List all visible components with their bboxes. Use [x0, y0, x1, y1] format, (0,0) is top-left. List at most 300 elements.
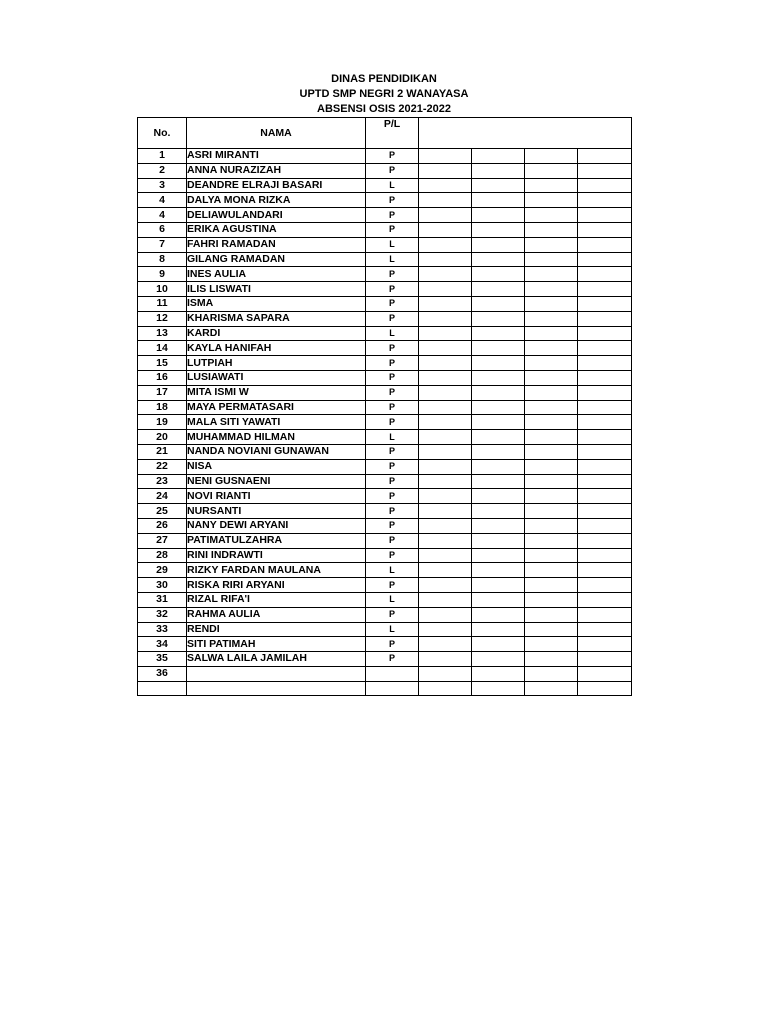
cell-blank [472, 607, 525, 622]
cell-nama: ASRI MIRANTI [187, 149, 366, 164]
cell-pl: P [366, 311, 419, 326]
cell-pl: L [366, 592, 419, 607]
table-header-row [138, 118, 632, 149]
table-row [138, 370, 632, 385]
cell-pl: L [366, 252, 419, 267]
cell-pl: P [366, 385, 419, 400]
cell-blank [525, 518, 578, 533]
cell-no: 33 [138, 622, 187, 637]
cell-pl: P [366, 267, 419, 282]
cell-pl: L [366, 178, 419, 193]
cell-no: 17 [138, 385, 187, 400]
cell-blank [419, 459, 472, 474]
cell-blank [472, 193, 525, 208]
cell-no: 26 [138, 518, 187, 533]
cell-blank [578, 356, 632, 371]
table-row [138, 356, 632, 371]
cell-blank [419, 489, 472, 504]
cell-blank [578, 178, 632, 193]
cell-nama: GILANG RAMADAN [187, 252, 366, 267]
table-row [138, 681, 632, 696]
cell-pl: P [366, 444, 419, 459]
cell-blank [525, 149, 578, 164]
cell-blank [419, 341, 472, 356]
cell-pl: L [366, 326, 419, 341]
cell-blank [419, 533, 472, 548]
cell-blank [472, 370, 525, 385]
table-row [138, 652, 632, 667]
cell-blank [419, 326, 472, 341]
cell-no: 9 [138, 267, 187, 282]
cell-pl: P [366, 652, 419, 667]
cell-blank [472, 326, 525, 341]
cell-nama: MUHAMMAD HILMAN [187, 430, 366, 445]
cell-no: 25 [138, 504, 187, 519]
cell-no: 19 [138, 415, 187, 430]
cell-blank [472, 637, 525, 652]
cell-nama: RISKA RIRI ARYANI [187, 578, 366, 593]
cell-nama: RINI INDRAWTI [187, 548, 366, 563]
table-row [138, 400, 632, 415]
cell-no: 23 [138, 474, 187, 489]
column-header-no: No. [138, 118, 187, 149]
cell-pl [366, 681, 419, 696]
cell-no: 6 [138, 222, 187, 237]
cell-nama: DELIAWULANDARI [187, 208, 366, 223]
cell-blank [578, 533, 632, 548]
cell-no: 16 [138, 370, 187, 385]
cell-blank [419, 311, 472, 326]
table-body [138, 149, 632, 696]
cell-blank [419, 578, 472, 593]
cell-blank [525, 533, 578, 548]
cell-blank [419, 622, 472, 637]
cell-blank [578, 504, 632, 519]
cell-blank [472, 459, 525, 474]
cell-blank [578, 149, 632, 164]
cell-blank [578, 652, 632, 667]
cell-blank [578, 163, 632, 178]
cell-blank [472, 474, 525, 489]
cell-blank [419, 652, 472, 667]
table-row [138, 592, 632, 607]
cell-blank [578, 326, 632, 341]
cell-nama: FAHRI RAMADAN [187, 237, 366, 252]
cell-nama: NURSANTI [187, 504, 366, 519]
table-row [138, 149, 632, 164]
cell-blank [419, 163, 472, 178]
cell-blank [472, 267, 525, 282]
table-row [138, 326, 632, 341]
cell-blank [525, 474, 578, 489]
header-line-agency: DINAS PENDIDIKAN [331, 73, 437, 85]
cell-blank [525, 341, 578, 356]
cell-no: 22 [138, 459, 187, 474]
table-row [138, 533, 632, 548]
cell-blank [472, 341, 525, 356]
cell-blank [419, 208, 472, 223]
cell-nama: MITA ISMI W [187, 385, 366, 400]
cell-blank [578, 489, 632, 504]
cell-blank [419, 592, 472, 607]
table-row [138, 237, 632, 252]
cell-blank [525, 592, 578, 607]
cell-no: 15 [138, 356, 187, 371]
cell-blank [578, 666, 632, 681]
cell-nama: KHARISMA SAPARA [187, 311, 366, 326]
cell-blank [578, 311, 632, 326]
cell-blank [472, 237, 525, 252]
cell-blank [525, 282, 578, 297]
cell-pl: P [366, 518, 419, 533]
cell-blank [578, 548, 632, 563]
table-row [138, 518, 632, 533]
cell-nama: PATIMATULZAHRA [187, 533, 366, 548]
cell-no: 7 [138, 237, 187, 252]
cell-no: 14 [138, 341, 187, 356]
cell-nama: KARDI [187, 326, 366, 341]
table-row [138, 578, 632, 593]
cell-blank [472, 444, 525, 459]
document-header [0, 72, 768, 117]
cell-blank [525, 400, 578, 415]
cell-blank [419, 666, 472, 681]
cell-blank [419, 385, 472, 400]
cell-blank [525, 385, 578, 400]
cell-nama: NISA [187, 459, 366, 474]
cell-blank [525, 267, 578, 282]
cell-no: 20 [138, 430, 187, 445]
cell-blank [525, 444, 578, 459]
cell-blank [525, 163, 578, 178]
cell-nama: RIZAL RIFA'I [187, 592, 366, 607]
cell-blank [472, 548, 525, 563]
cell-nama: RENDI [187, 622, 366, 637]
cell-nama: MALA SITI YAWATI [187, 415, 366, 430]
table-row [138, 622, 632, 637]
cell-blank [419, 681, 472, 696]
cell-pl: P [366, 474, 419, 489]
cell-nama: NOVI RIANTI [187, 489, 366, 504]
cell-blank [419, 400, 472, 415]
table-row [138, 474, 632, 489]
cell-pl: P [366, 637, 419, 652]
cell-blank [419, 356, 472, 371]
table-row [138, 267, 632, 282]
cell-no: 3 [138, 178, 187, 193]
cell-blank [419, 252, 472, 267]
cell-pl: P [366, 533, 419, 548]
cell-pl: P [366, 222, 419, 237]
cell-no: 1 [138, 149, 187, 164]
cell-blank [525, 666, 578, 681]
table-row [138, 430, 632, 445]
cell-blank [419, 430, 472, 445]
cell-pl: P [366, 163, 419, 178]
cell-blank [419, 563, 472, 578]
cell-blank [578, 415, 632, 430]
cell-no: 12 [138, 311, 187, 326]
cell-blank [419, 637, 472, 652]
cell-blank [472, 252, 525, 267]
cell-blank [419, 607, 472, 622]
cell-blank [472, 178, 525, 193]
table-row [138, 548, 632, 563]
header-line-school: UPTD SMP NEGRI 2 WANAYASA [299, 88, 469, 100]
cell-blank [472, 385, 525, 400]
cell-nama: NANY DEWI ARYANI [187, 518, 366, 533]
table-row [138, 282, 632, 297]
cell-no: 34 [138, 637, 187, 652]
cell-blank [525, 430, 578, 445]
table-row [138, 178, 632, 193]
cell-blank [525, 370, 578, 385]
cell-pl: L [366, 237, 419, 252]
cell-blank [578, 518, 632, 533]
cell-nama: KAYLA HANIFAH [187, 341, 366, 356]
table-row [138, 252, 632, 267]
cell-no: 36 [138, 666, 187, 681]
cell-no: 10 [138, 282, 187, 297]
cell-blank [578, 400, 632, 415]
cell-no: 35 [138, 652, 187, 667]
cell-blank [525, 178, 578, 193]
cell-blank [472, 415, 525, 430]
cell-blank [578, 222, 632, 237]
cell-blank [578, 681, 632, 696]
cell-pl: P [366, 296, 419, 311]
cell-blank [472, 163, 525, 178]
cell-blank [578, 444, 632, 459]
table-row [138, 637, 632, 652]
table-row [138, 444, 632, 459]
column-header-pl: P/L [366, 118, 419, 149]
cell-pl: P [366, 415, 419, 430]
table-row [138, 193, 632, 208]
cell-blank [525, 222, 578, 237]
cell-pl: P [366, 208, 419, 223]
column-header-nama: NAMA [187, 118, 366, 149]
cell-blank [472, 356, 525, 371]
cell-blank [472, 666, 525, 681]
cell-no: 30 [138, 578, 187, 593]
cell-blank [578, 370, 632, 385]
column-header-blank [419, 118, 632, 149]
cell-blank [578, 622, 632, 637]
table-row [138, 563, 632, 578]
cell-pl: P [366, 607, 419, 622]
cell-no: 27 [138, 533, 187, 548]
cell-blank [472, 311, 525, 326]
cell-blank [525, 326, 578, 341]
cell-blank [472, 592, 525, 607]
cell-blank [419, 548, 472, 563]
cell-blank [578, 607, 632, 622]
cell-blank [419, 415, 472, 430]
cell-blank [578, 637, 632, 652]
cell-blank [525, 637, 578, 652]
cell-no: 28 [138, 548, 187, 563]
cell-blank [578, 385, 632, 400]
cell-nama: ERIKA AGUSTINA [187, 222, 366, 237]
cell-blank [472, 504, 525, 519]
cell-blank [578, 563, 632, 578]
cell-blank [578, 341, 632, 356]
cell-nama: NANDA NOVIANI GUNAWAN [187, 444, 366, 459]
table-row [138, 666, 632, 681]
cell-blank [578, 208, 632, 223]
cell-blank [525, 489, 578, 504]
cell-blank [578, 578, 632, 593]
cell-blank [472, 400, 525, 415]
cell-no: 21 [138, 444, 187, 459]
cell-no: 32 [138, 607, 187, 622]
cell-blank [419, 474, 472, 489]
cell-blank [472, 489, 525, 504]
cell-no: 13 [138, 326, 187, 341]
cell-blank [578, 282, 632, 297]
cell-blank [525, 563, 578, 578]
cell-nama: RIZKY FARDAN MAULANA [187, 563, 366, 578]
cell-nama: NENI GUSNAENI [187, 474, 366, 489]
cell-blank [419, 267, 472, 282]
table-row [138, 208, 632, 223]
cell-nama: DALYA MONA RIZKA [187, 193, 366, 208]
cell-blank [419, 518, 472, 533]
cell-blank [578, 267, 632, 282]
cell-blank [525, 356, 578, 371]
cell-blank [472, 563, 525, 578]
table-row [138, 222, 632, 237]
cell-pl: P [366, 504, 419, 519]
cell-blank [578, 430, 632, 445]
cell-pl: P [366, 400, 419, 415]
cell-pl: L [366, 563, 419, 578]
cell-blank [472, 681, 525, 696]
cell-blank [525, 607, 578, 622]
table-row [138, 415, 632, 430]
cell-blank [419, 149, 472, 164]
cell-no: 2 [138, 163, 187, 178]
cell-blank [525, 652, 578, 667]
cell-blank [578, 474, 632, 489]
cell-blank [472, 652, 525, 667]
table-row [138, 341, 632, 356]
cell-nama: LUSIAWATI [187, 370, 366, 385]
cell-no: 29 [138, 563, 187, 578]
cell-blank [472, 518, 525, 533]
cell-blank [419, 444, 472, 459]
cell-nama: MAYA PERMATASARI [187, 400, 366, 415]
cell-blank [525, 504, 578, 519]
cell-nama: DEANDRE ELRAJI BASARI [187, 178, 366, 193]
cell-pl: P [366, 459, 419, 474]
cell-pl: P [366, 282, 419, 297]
cell-pl: P [366, 370, 419, 385]
table-row [138, 163, 632, 178]
cell-blank [472, 622, 525, 637]
cell-blank [472, 282, 525, 297]
cell-blank [578, 252, 632, 267]
attendance-table [137, 117, 632, 696]
cell-blank [472, 430, 525, 445]
table-row [138, 489, 632, 504]
cell-blank [472, 208, 525, 223]
cell-blank [472, 149, 525, 164]
table-row [138, 504, 632, 519]
cell-blank [419, 282, 472, 297]
cell-pl: P [366, 341, 419, 356]
cell-nama: RAHMA AULIA [187, 607, 366, 622]
cell-blank [472, 222, 525, 237]
cell-pl: P [366, 356, 419, 371]
header-line-title: ABSENSI OSIS 2021-2022 [317, 103, 451, 115]
cell-blank [525, 237, 578, 252]
table-row [138, 296, 632, 311]
cell-pl: P [366, 489, 419, 504]
cell-blank [419, 504, 472, 519]
cell-pl: L [366, 622, 419, 637]
cell-no: 8 [138, 252, 187, 267]
cell-blank [525, 296, 578, 311]
cell-blank [578, 592, 632, 607]
cell-blank [525, 415, 578, 430]
cell-nama: SITI PATIMAH [187, 637, 366, 652]
cell-no: 4 [138, 193, 187, 208]
cell-nama: LUTPIAH [187, 356, 366, 371]
table-row [138, 607, 632, 622]
cell-blank [419, 296, 472, 311]
cell-no: 11 [138, 296, 187, 311]
cell-nama: ANNA NURAZIZAH [187, 163, 366, 178]
cell-nama: ISMA [187, 296, 366, 311]
cell-nama: INES AULIA [187, 267, 366, 282]
cell-blank [419, 222, 472, 237]
cell-no: 18 [138, 400, 187, 415]
cell-blank [525, 208, 578, 223]
cell-pl [366, 666, 419, 681]
cell-pl: P [366, 149, 419, 164]
cell-nama: ILIS LISWATI [187, 282, 366, 297]
cell-blank [578, 237, 632, 252]
table-row [138, 459, 632, 474]
cell-blank [525, 193, 578, 208]
cell-blank [525, 252, 578, 267]
table-row [138, 311, 632, 326]
cell-blank [525, 681, 578, 696]
cell-nama [187, 666, 366, 681]
cell-no [138, 681, 187, 696]
cell-nama [187, 681, 366, 696]
cell-blank [419, 237, 472, 252]
table-row [138, 385, 632, 400]
cell-no: 4 [138, 208, 187, 223]
cell-blank [472, 296, 525, 311]
cell-blank [525, 459, 578, 474]
cell-no: 31 [138, 592, 187, 607]
cell-blank [525, 548, 578, 563]
cell-blank [419, 178, 472, 193]
cell-blank [472, 533, 525, 548]
cell-blank [419, 370, 472, 385]
cell-blank [525, 622, 578, 637]
cell-pl: P [366, 548, 419, 563]
cell-pl: L [366, 430, 419, 445]
cell-blank [525, 311, 578, 326]
cell-pl: P [366, 193, 419, 208]
cell-no: 24 [138, 489, 187, 504]
cell-blank [578, 459, 632, 474]
